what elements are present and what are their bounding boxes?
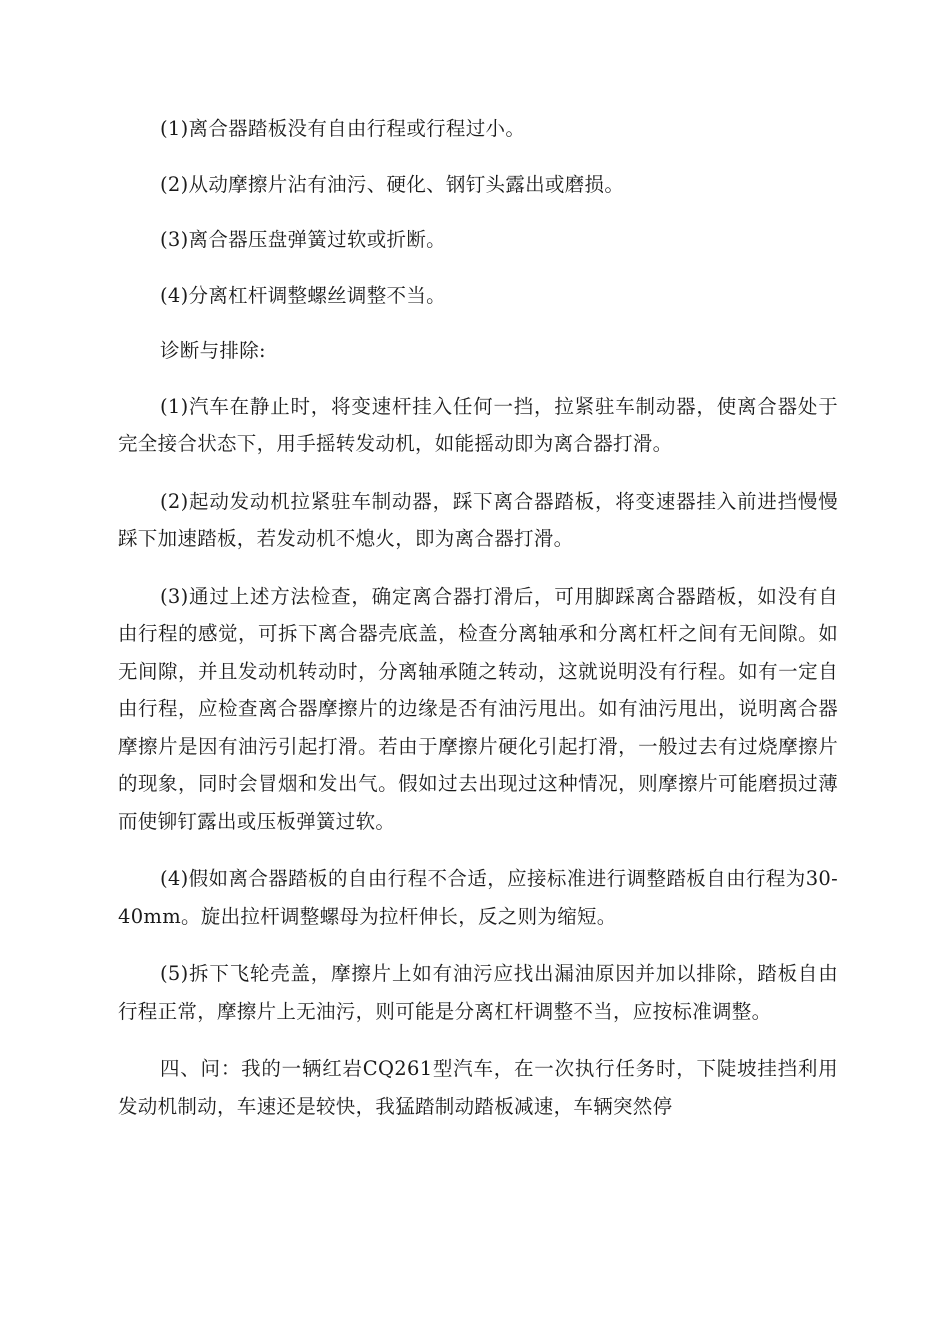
document-body	[118, 110, 838, 1145]
diagnosis-step-5: (5)拆下飞轮壳盖，摩擦片上如有油污应找出漏油原因并加以排除，踏板自由行程正常，摩擦片上无油污，则可能是分离杠杆调整不当，应按标准调整。	[118, 962, 838, 1023]
cause-item-3: (3)离合器压盘弹簧过软或折断。	[160, 228, 446, 251]
diagnosis-step-4: (4)假如离合器踏板的自由行程不合适，应接标准进行调整踏板自由行程为30-40mm。旋出拉杆调整螺母为拉杆伸长，反之则为缩短。	[118, 867, 838, 928]
cause-item-1: (1)离合器踏板没有自由行程或行程过小。	[160, 117, 526, 140]
diagnosis-step-2: (2)起动发动机拉紧驻车制动器，踩下离合器踏板，将变速器挂入前进挡慢慢踩下加速踏板，若发动机不熄火，即为离合器打滑。	[118, 489, 838, 550]
diagnosis-step-3: (3)通过上述方法检查，确定离合器打滑后，可用脚踩离合器踏板，如没有自由行程的感觉，可拆下离合器壳底盖，检查分离轴承和分离杠杆之间有无间隙。如无间隙，并且发动机转动时，分离轴承随之转动，这就说明没有行程。如有一定自由行程，应检查离合器摩擦片的边缘是否有油污甩出。如有油污甩出，说明离合器摩擦片是因有油污引起打滑。若由于摩擦片硬化引起打滑，一般过去有过烧摩擦片的现象，同时会冒烟和发出气。假如过去出现过这种情况，则摩擦片可能磨损过薄而使铆钉露出或压板弹簧过软。	[118, 584, 838, 833]
diagnosis-step-1: (1)汽车在静止时，将变速杆挂入任何一挡，拉紧驻车制动器，使离合器处于完全接合状态下，用手摇转发动机，如能摇动即为离合器打滑。	[118, 394, 838, 455]
diagnosis-heading: 诊断与排除:	[160, 339, 266, 362]
question-four: 四、问：我的一辆红岩CQ261型汽车，在一次执行任务时，下陡坡挂挡利用发动机制动，车速还是较快，我猛踏制动踏板减速，车辆突然停	[118, 1057, 838, 1118]
cause-item-2: (2)从动摩擦片沾有油污、硬化、钢钉头露出或磨损。	[160, 172, 625, 196]
cause-item-4: (4)分离杠杆调整螺丝调整不当。	[160, 283, 446, 307]
